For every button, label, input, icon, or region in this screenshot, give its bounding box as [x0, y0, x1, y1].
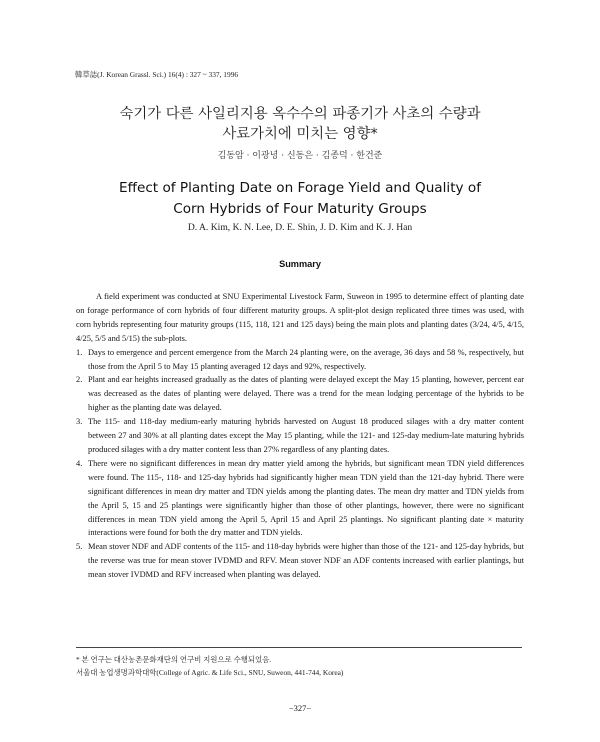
- finding-number: 3.: [76, 417, 83, 427]
- finding-item: [76, 415, 524, 457]
- intro-paragraph: A field experiment was conducted at SNU Experimental Livestock Farm, Suweon in 1995 to determine effect of planting date on forage performance of corn hybrids of four different maturity groups. A split-plot design replicated three times was used, with corn hybrids representing four maturity groups (115, 118, 121 and 125 days) being the main plots and planting dates (3/24, 4/5, 4/15, 4/25, 5/5 and 5/15) the sub-plots.: [76, 292, 524, 343]
- finding-text: The 115- and 118-day medium-early maturing hybrids harvested on August 18 produced silages with a dry matter content between 27 and 30% at all planting dates except the May 15 planting, while the 121- and 125-day medium-late maturing hybrids produced silages with a dry matter content less than 27% regardless of any planting dates.: [88, 417, 524, 454]
- korean-authors: 김동암 · 이광녕 · 신동은 · 김종덕 · 한건준: [217, 151, 383, 161]
- finding-number: 4.: [76, 458, 83, 468]
- finding-text: Mean stover NDF and ADF contents of the 115- and 118-day hybrids were higher than those of the 121- and 125-day hybrids, but the reverse was true for mean stover IVDMD and RFV. Mean stover NDF an ADF contents increased with earlier plantings, but mean stover IVDMD and RFV increased when planting was delayed.: [88, 542, 524, 580]
- finding-item: [76, 346, 524, 374]
- footnote-divider: [76, 647, 522, 648]
- korean-title-line-2: 사료가치에 미치는 영향*: [222, 126, 378, 142]
- finding-number: 5.: [76, 542, 83, 552]
- page-number: −327−: [288, 703, 312, 713]
- journal-citation: 韓草誌(J. Korean Grassl. Sci.) 16(4) : 327 ~ 337, 1996: [75, 70, 239, 79]
- finding-text: Days to emergence and percent emergence from the March 24 planting were, on the average, 36 days and 58 %, respectively, but those from the April 5 to May 15 planting averaged 12 days and 92%, respectively.: [88, 347, 524, 371]
- korean-title-line-1: 숙기가 다른 사일리지용 옥수수의 파종기가 사초의 수량과: [119, 106, 481, 122]
- english-authors: D. A. Kim, K. N. Lee, D. E. Shin, J. D. Kim and K. J. Han: [187, 222, 413, 233]
- funding-footnote: * 본 연구는 대산농촌문화재단의 연구비 지원으로 수행되었음.: [76, 655, 272, 664]
- finding-item: [76, 457, 524, 540]
- english-title-line-1: Effect of Planting Date on Forage Yield and Quality of: [119, 180, 481, 196]
- finding-item: [76, 540, 524, 582]
- findings-list: [76, 346, 524, 582]
- finding-item: [76, 373, 524, 415]
- english-title-line-2: Corn Hybrids of Four Maturity Groups: [173, 201, 427, 217]
- finding-text: There were no significant differences in mean dry matter yield among the hybrids, but significant mean TDN yield differences were found. The 115-, 118- and 125-day hybrids had significantly higher mean TDN yield than the 121-day hybrid. There were significant differences in mean dry matter and TDN yields among the planting dates. The mean dry matter and TDN yields from the April 5, 15 and 25 plantings were significantly higher than those of other plantings, however, there were no significant differences in mean TDN yield among the April 5, April 15 and April 25 plantings. No significant planting date × maturity interactions were found for both the dry matter and TDN yields.: [88, 458, 524, 538]
- finding-text: Plant and ear heights increased gradually as the dates of planting were delayed except the May 15 planting, however, percent ear was decreased as the dates of planting were delayed. There was a trend for the mean lodging percentage of the hybrids to be higher as the planting date was delayed.: [88, 375, 524, 413]
- affiliation-footnote: 서울대 농업생명과학대학(College of Agric. & Life Sci., SNU, Suweon, 441-744, Korea): [76, 668, 344, 677]
- summary-body: [76, 290, 524, 582]
- korean-title: [0, 104, 600, 144]
- english-title: [0, 178, 600, 220]
- finding-number: 1.: [76, 347, 83, 357]
- summary-heading: Summary: [279, 259, 321, 269]
- finding-number: 2.: [76, 375, 83, 385]
